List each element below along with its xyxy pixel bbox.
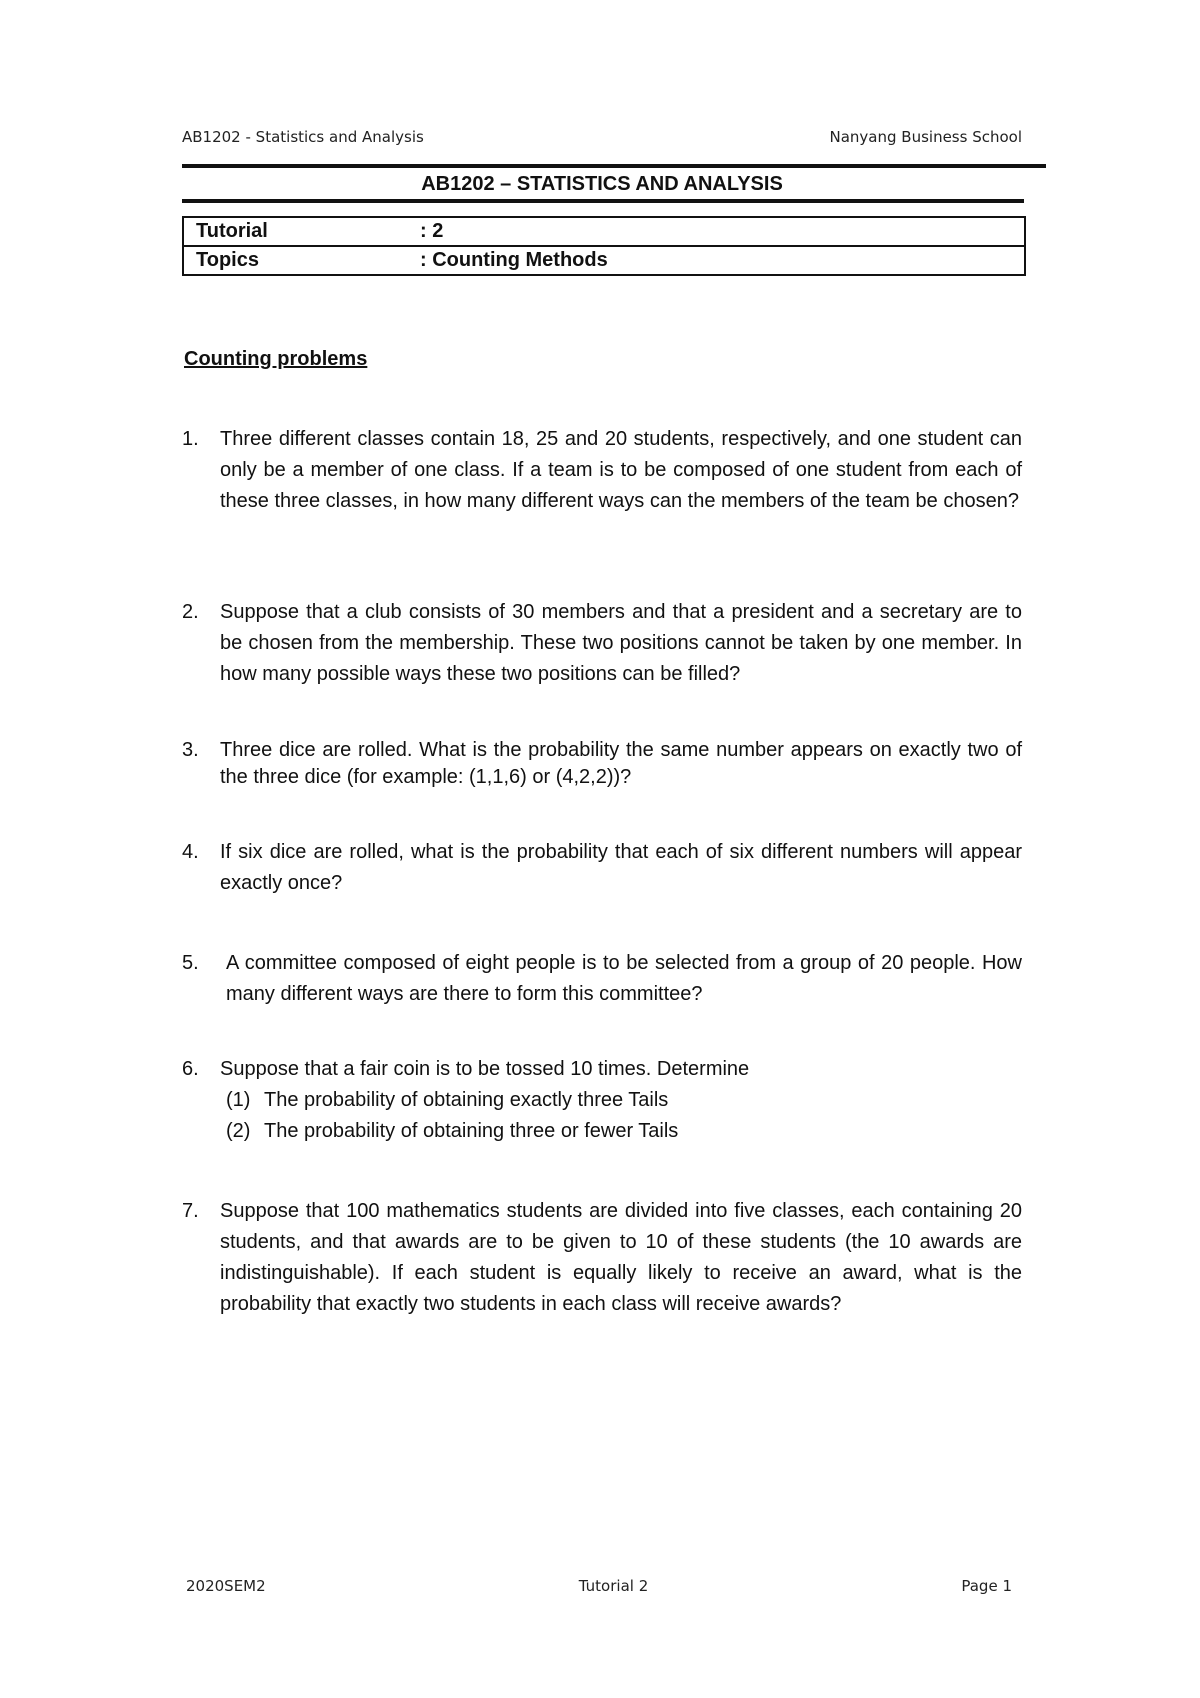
question-5	[182, 948, 1022, 1010]
sub-question-1	[226, 1085, 1022, 1116]
question-text: Three dice are rolled. What is the probability the same number appears on exactly two of the three dice (for example: (1,1,6) or (4,2,2))?	[220, 739, 1022, 788]
sub-question-2	[226, 1116, 1022, 1147]
question-7	[182, 1196, 1022, 1320]
sub-question-text: The probability of obtaining exactly three Tails	[264, 1089, 669, 1111]
document-title: AB1202 – STATISTICS AND ANALYSIS	[421, 173, 783, 195]
question-text: Suppose that a fair coin is to be tossed 10 times. Determine	[220, 1058, 750, 1080]
question-number: 7.	[182, 1200, 199, 1222]
header-rule	[182, 164, 1046, 168]
tutorial-label: Tutorial	[183, 217, 420, 246]
question-text: A committee composed of eight people is to be selected from a group of 20 people. How many different ways are there to form this committee?	[226, 952, 1022, 1005]
page-footer	[186, 1577, 1012, 1595]
question-1	[182, 424, 1022, 517]
tutorial-info-table	[182, 216, 1026, 276]
sub-question-number: (2)	[226, 1120, 251, 1142]
question-number: 4.	[182, 841, 199, 863]
question-number: 2.	[182, 601, 199, 623]
question-text: Three different classes contain 18, 25 and 20 students, respectively, and one student can only be a member of one class. If a team is to be composed of one student from each of these three classes, in how many different ways can the members of the team be chosen?	[220, 428, 1022, 512]
question-4	[182, 837, 1022, 899]
question-2	[182, 597, 1022, 690]
question-3	[182, 737, 1022, 791]
title-rule	[182, 199, 1024, 203]
header-school: Nanyang Business School	[829, 128, 1022, 146]
topics-label: Topics	[183, 246, 420, 275]
section-title: Counting problems	[184, 348, 368, 370]
question-text: Suppose that 100 mathematics students are divided into five classes, each containing 20 students, and that awards are to be given to 10 of these students (the 10 awards are indistinguishable). If each student is equally likely to receive an award, what is the probability that exactly two students in each class will receive awards?	[220, 1200, 1022, 1315]
question-text: If six dice are rolled, what is the probability that each of six different numbers will appear exactly once?	[220, 841, 1022, 894]
header-course: AB1202 - Statistics and Analysis	[182, 128, 424, 146]
question-number: 1.	[182, 428, 199, 450]
sub-question-number: (1)	[226, 1089, 251, 1111]
footer-tutorial: Tutorial 2	[578, 1577, 649, 1595]
question-number: 3.	[182, 739, 199, 761]
question-6	[182, 1054, 1022, 1147]
footer-semester: 2020SEM2	[186, 1577, 266, 1595]
tutorial-value: : 2	[420, 217, 1025, 246]
topics-row	[183, 246, 1025, 275]
sub-question-text: The probability of obtaining three or fewer Tails	[264, 1120, 679, 1142]
question-text: Suppose that a club consists of 30 members and that a president and a secretary are to be chosen from the membership. These two positions cannot be taken by one member. In how many possible ways these two positions can be filled?	[220, 601, 1022, 685]
footer-page-number: Page 1	[961, 1577, 1012, 1595]
tutorial-row	[183, 217, 1025, 246]
running-header	[182, 128, 1022, 146]
question-number: 6.	[182, 1058, 199, 1080]
topics-value: : Counting Methods	[420, 246, 1025, 275]
question-number: 5.	[182, 952, 199, 974]
